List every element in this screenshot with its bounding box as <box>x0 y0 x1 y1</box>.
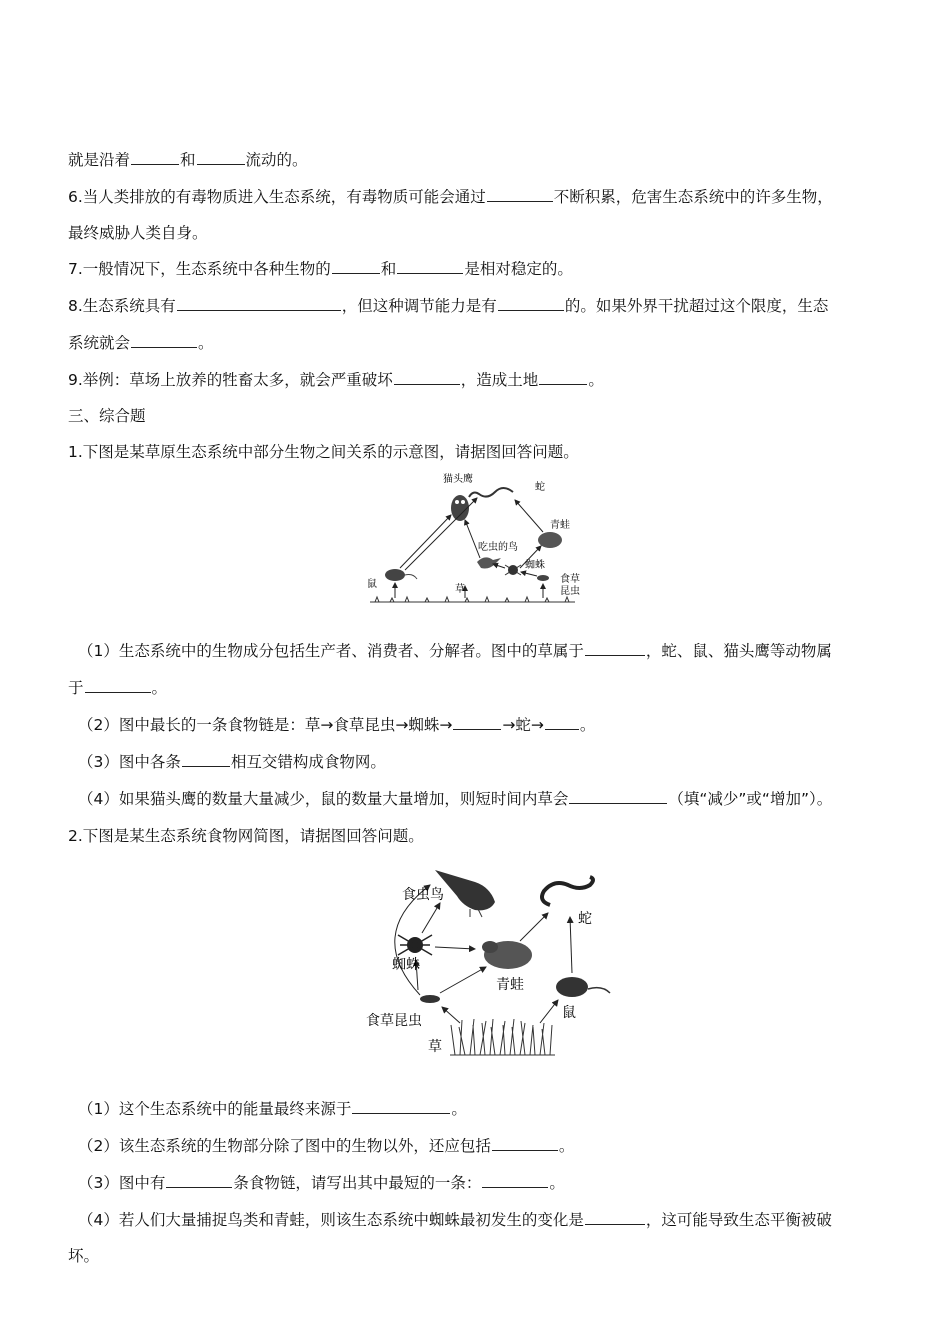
label-grass: 草 <box>428 1039 442 1055</box>
blank[interactable] <box>352 1099 450 1114</box>
blank[interactable] <box>453 715 501 730</box>
q1-part-1: （1）生态系统中的生物成分包括生产者、消费者、分解者。图中的草属于 ，蛇、鼠、猫头鹰等动物属 <box>78 642 832 660</box>
blank[interactable] <box>131 150 179 165</box>
q2-part-1: （1）这个生态系统中的能量最终来源于 。 <box>78 1100 467 1118</box>
label-spider: 蜘蛛 <box>392 957 420 973</box>
blank[interactable] <box>182 752 230 767</box>
blank[interactable] <box>545 715 579 730</box>
q2-part-4: （4）若人们大量捕捉鸟类和青蛙，则该生态系统中蜘蛛最初发生的变化是 ，这可能导致生态平衡被破 <box>78 1211 832 1229</box>
blank[interactable] <box>197 150 245 165</box>
label-insect: 食草昆虫 <box>366 1013 422 1029</box>
blank[interactable] <box>131 333 197 348</box>
section-heading: 三、综合题 <box>68 407 146 425</box>
text-line-20: 坏。 <box>68 1247 100 1265</box>
label-insect-2: 昆虫 <box>560 586 580 597</box>
blank[interactable] <box>492 1136 558 1151</box>
q2-part-2: （2）该生态系统的生物部分除了图中的生物以外，还应包括 。 <box>78 1137 575 1155</box>
label-insect-1: 食草 <box>560 574 580 585</box>
blank[interactable] <box>569 789 667 804</box>
label-owl: 猫头鹰 <box>443 474 473 485</box>
text-line-3: 最终威胁人类自身。 <box>68 224 208 242</box>
q1-part-4: （4）如果猫头鹰的数量大量减少，鼠的数量大量增加，则短时间内草会 （填“减少”或“增加”）。 <box>78 790 833 808</box>
label-snake: 蛇 <box>535 482 545 493</box>
blank[interactable] <box>482 1173 548 1188</box>
blank[interactable] <box>177 296 341 311</box>
blank[interactable] <box>487 187 553 202</box>
blank[interactable] <box>394 370 460 385</box>
label-grass: 草 <box>455 584 465 595</box>
blank[interactable] <box>332 259 380 274</box>
q2-part-3: （3）图中有 条食物链，请写出其中最短的一条： 。 <box>78 1174 565 1192</box>
question-7: 7.一般情况下，生态系统中各种生物的 和 是相对稳定的。 <box>68 260 573 278</box>
blank[interactable] <box>166 1173 232 1188</box>
q1-part-3: （3）图中各条 相互交错构成食物网。 <box>78 753 386 771</box>
label-spider: 蜘蛛 <box>525 560 545 571</box>
label-mouse: 鼠 <box>562 1005 576 1021</box>
label-snake: 蛇 <box>578 911 592 927</box>
figure-food-web-1 <box>365 470 585 610</box>
question-1-stem: 1.下图是某草原生态系统中部分生物之间关系的示意图，请据图回答问题。 <box>68 443 579 461</box>
text-line-1: 就是沿着 和 流动的。 <box>68 151 308 169</box>
figure-food-web-2 <box>360 855 620 1065</box>
question-9: 9.举例：草场上放养的牲畜太多，就会严重破坏 ，造成土地 。 <box>68 371 604 389</box>
blank[interactable] <box>85 678 151 693</box>
label-mouse: 鼠 <box>367 579 377 590</box>
question-8: 8.生态系统具有 ，但这种调节能力是有 的。如果外界干扰超过这个限度，生态 <box>68 297 829 315</box>
blank[interactable] <box>585 641 645 656</box>
blank[interactable] <box>498 296 564 311</box>
text-line-11: 于 。 <box>68 679 168 697</box>
question-6: 6.当人类排放的有毒物质进入生态系统，有毒物质可能会通过 不断积累，危害生态系统中的许多生物， <box>68 188 833 206</box>
blank[interactable] <box>539 370 587 385</box>
q1-part-2: （2）图中最长的一条食物链是：草→食草昆虫→蜘蛛→ →蛇→ 。 <box>78 716 596 734</box>
blank[interactable] <box>585 1210 645 1225</box>
label-bird: 食虫鸟 <box>402 887 444 903</box>
blank[interactable] <box>397 259 463 274</box>
label-bird: 吃虫的鸟 <box>478 542 518 553</box>
question-2-stem: 2.下图是某生态系统食物网简图，请据图回答问题。 <box>68 827 424 845</box>
label-frog: 青蛙 <box>550 520 570 531</box>
label-frog: 青蛙 <box>496 977 524 993</box>
text-line-6: 系统就会 。 <box>68 334 214 352</box>
